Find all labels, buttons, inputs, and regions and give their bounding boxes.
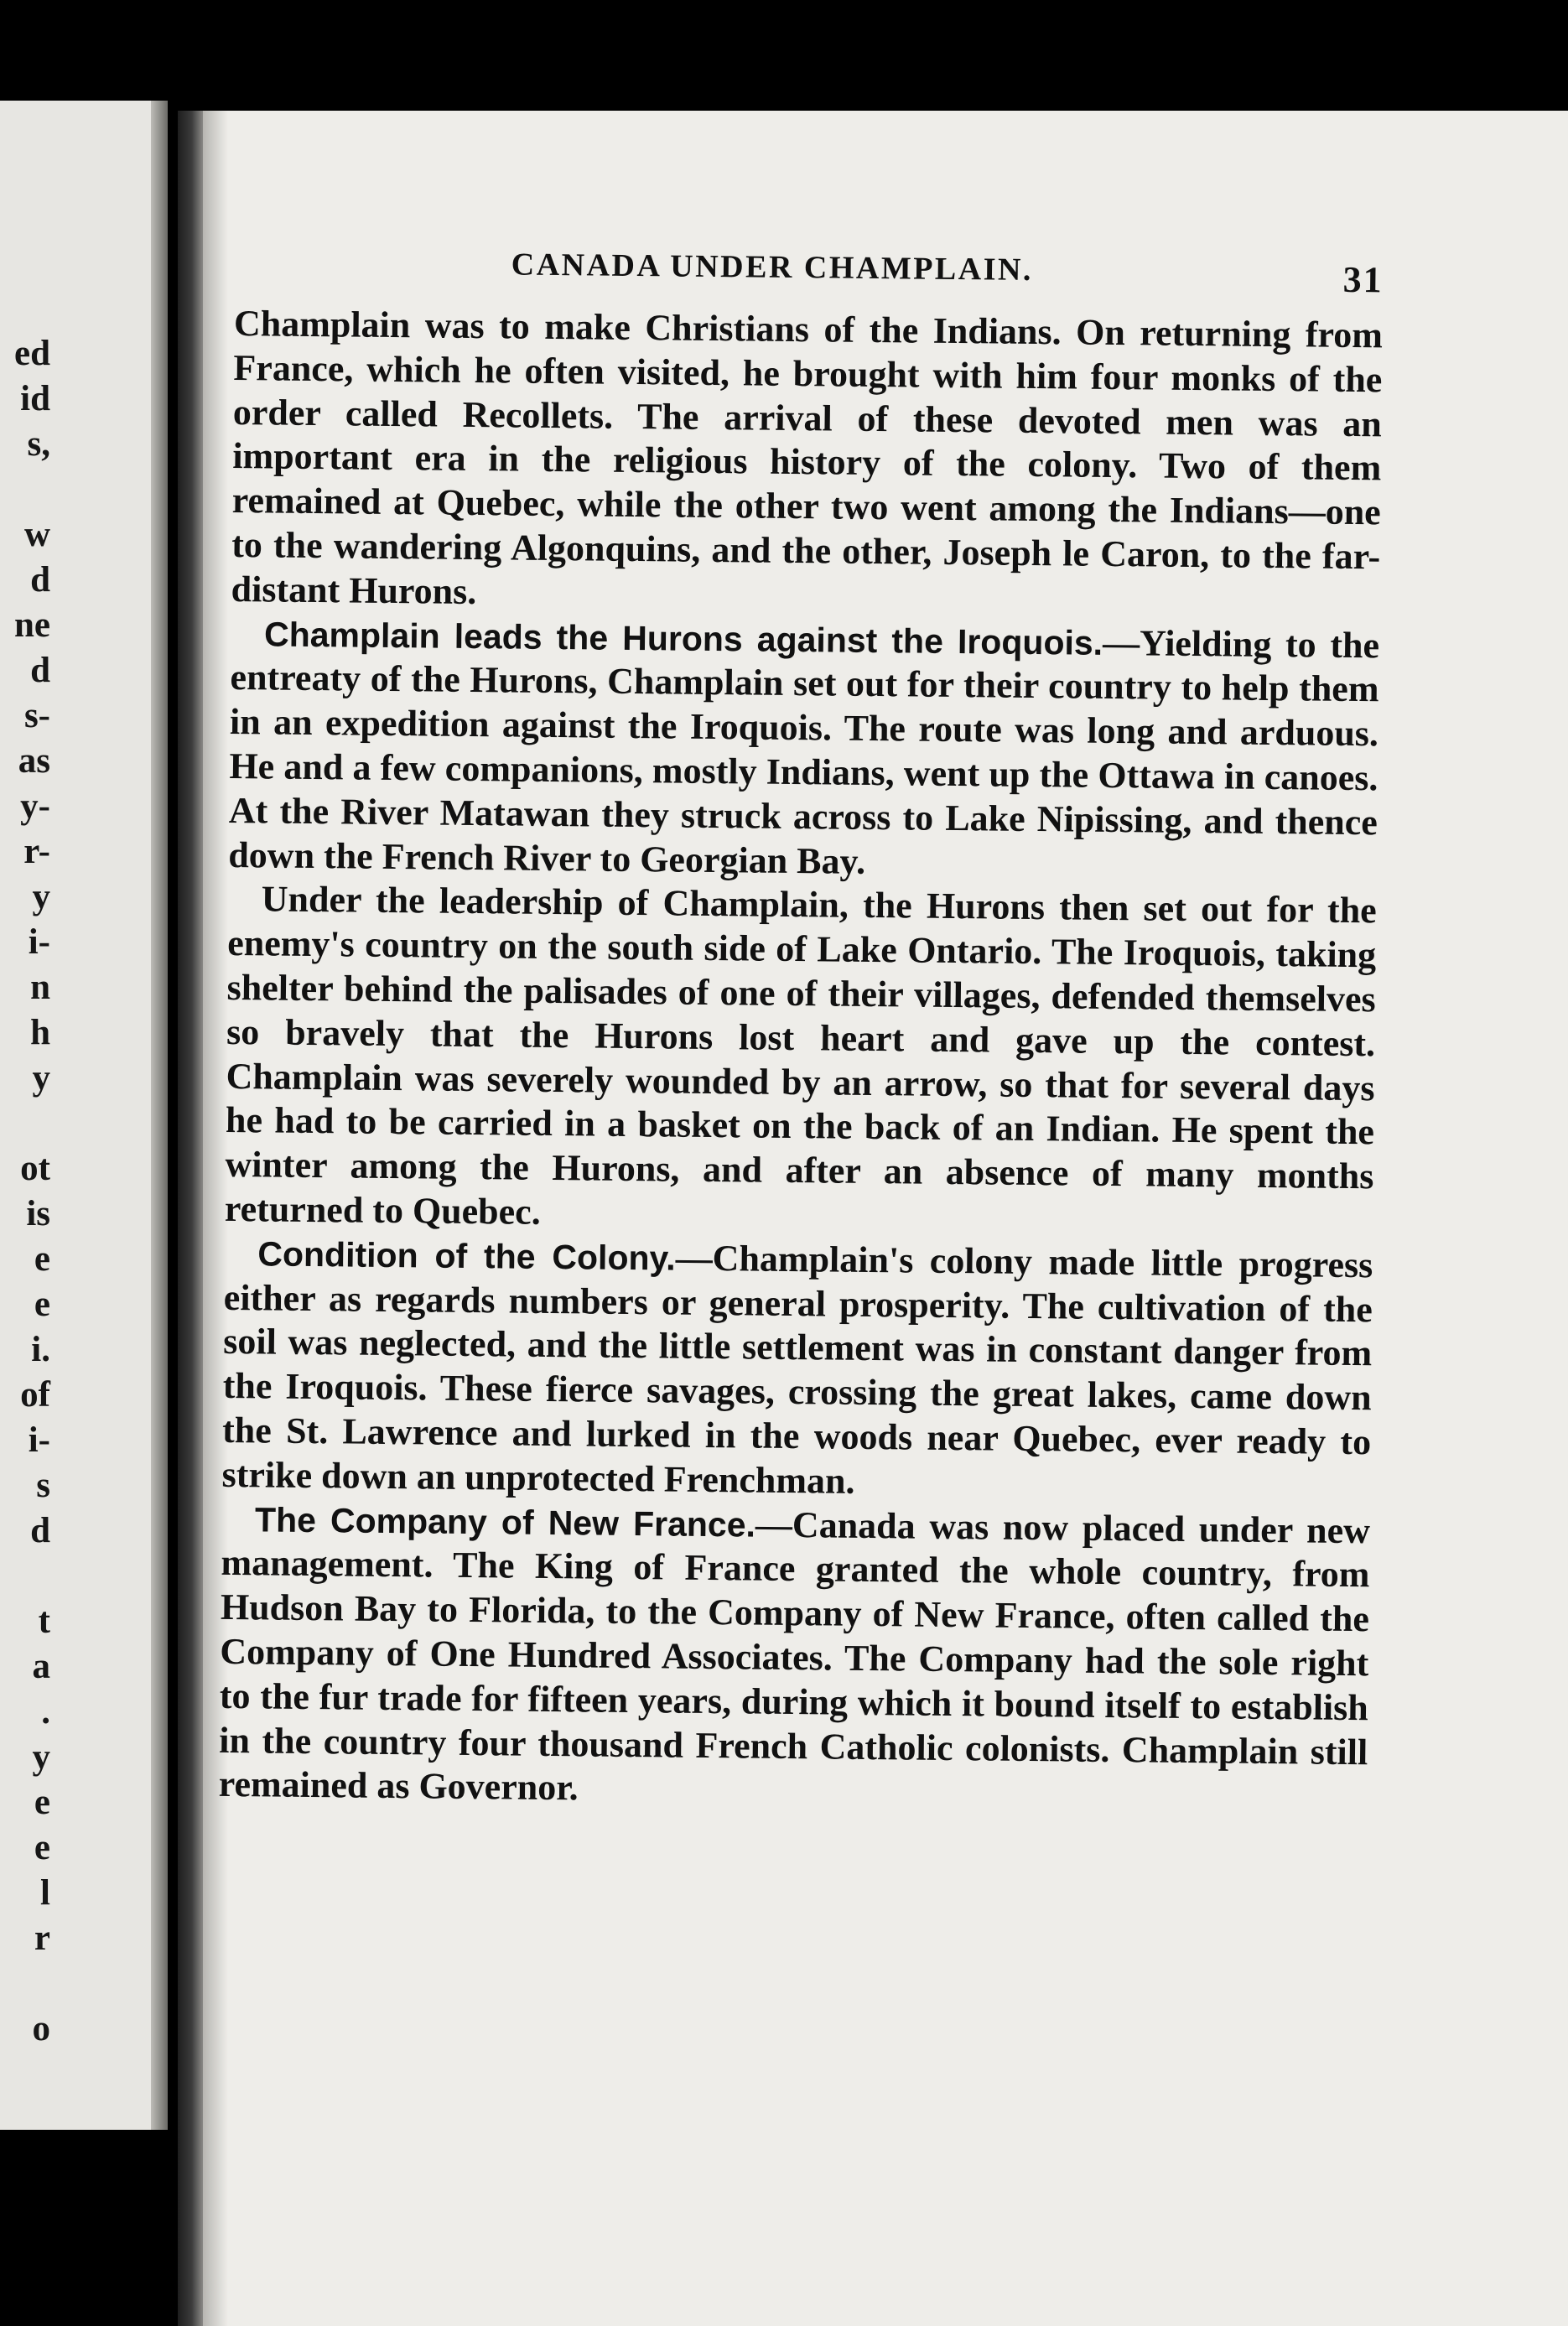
paragraph (218, 1497, 1370, 1819)
fragment: a (32, 1647, 50, 1686)
fragment: s- (23, 696, 50, 735)
fragment: is (26, 1194, 50, 1233)
fragment: ne (14, 605, 50, 645)
page-number: 31 (1342, 258, 1384, 301)
fragment: . (41, 1692, 50, 1732)
page-binding (178, 111, 203, 2326)
fragment: of (20, 1375, 50, 1415)
fragment: y (32, 1737, 50, 1777)
fragment: h (30, 1013, 50, 1052)
fragment: d (30, 1511, 50, 1550)
fragment (0, 1961, 50, 2007)
fragment: y (32, 877, 50, 916)
fragment: i. (31, 1330, 50, 1369)
fragment: e (34, 1783, 50, 1822)
fragment: r (34, 1918, 50, 1958)
fragment: i- (28, 1420, 50, 1460)
paragraph-text: —Champlain's colony made little progress either as regards numbers or general prosperity. The cultivation of the soil was neglected, and the little settlement was in constant danger from the Iroquois. These fierce savages, crossing the great lakes, came down the St. Lawrence and lurked in the woods near Quebec, ever ready to strike down an unprotected Frenchman. (221, 1237, 1373, 1502)
fragment: id (20, 379, 50, 418)
fragment: s, (27, 424, 50, 464)
section-heading: Condition of the Colony. (257, 1234, 676, 1278)
fragment: l (40, 1873, 50, 1913)
paragraph-text: Champlain was to make Christians of the Indians. On returning from France, which he often visited, he brought with him four monks of the order called Recollets. The arrival of these devoted men was an important era in the religious history of the colony. Two of them remained at Quebec, while the other two went among the Indians—one to the wandering Algonquins, and the other, Joseph le Caron, to the far-distant Hurons. (231, 302, 1384, 612)
fragment: r- (23, 832, 50, 871)
fragment: w (23, 515, 50, 554)
fragment: d (30, 560, 50, 600)
section-heading: The Company of New France. (254, 1499, 756, 1545)
paragraph (225, 877, 1377, 1243)
fragment: as (18, 741, 50, 781)
previous-page-text-fragments (0, 331, 50, 2052)
fragment: i- (28, 922, 50, 962)
fragment: ot (20, 1149, 50, 1188)
running-title: CANADA UNDER CHAMPLAIN. (511, 247, 1034, 288)
book-page (178, 111, 1568, 2326)
fragment (0, 467, 50, 512)
fragment: e (34, 1828, 50, 1867)
fragment: t (38, 1602, 50, 1641)
fragment: d (30, 651, 50, 690)
fragment: s (36, 1466, 50, 1505)
fragment: e (34, 1285, 50, 1324)
paragraph (221, 1232, 1373, 1509)
fragment (0, 1101, 50, 1146)
fragment: y (32, 1058, 50, 1098)
page-header (234, 243, 1384, 314)
fragment: o (32, 2009, 50, 2048)
paragraph (228, 612, 1379, 890)
fragment: n (30, 968, 50, 1007)
paragraph-text: —Canada was now placed under new management. The King of France granted the whole country, from Hudson Bay to Florida, to the Company of New France, often called the Company of One Hundred Associates. The Company had the sole right to the fur trade for fifteen years, during which it bound itself to establish in the country four thousand French Catholic colonists. Champlain still remained as Governor. (218, 1503, 1371, 1809)
page-body (218, 302, 1383, 1819)
section-heading: Champlain leads the Hurons against the Iroquois. (263, 614, 1103, 662)
paragraph-text: —Yielding to the entreaty of the Hurons, Champlain set out for their country to help them in an expedition against the Iroquois. The route was long and arduous. He and a few companions, mostly Indians, went up the Ottawa in canoes. At the River Matawan they struck across to Lake Nipissing, and thence down the French River to Georgian Bay. (228, 621, 1380, 882)
paragraph (231, 302, 1383, 624)
fragment: y- (20, 787, 50, 826)
previous-page-gutter (151, 101, 168, 2130)
page-text-area (218, 243, 1383, 1819)
fragment: ed (14, 334, 50, 373)
previous-page-edge (0, 101, 168, 2130)
paragraph-text: Under the leadership of Champlain, the Hurons then set out for the enemy's country on the south side of Lake Ontario. The Iroquois, taking shelter behind the palisades of one of their villages, defended themselves so bravely that the Hurons lost heart and gave up the contest. Champlain was severely wounded by an arrow, so that for several days he had to be carried in a basket on the back of an Indian. He spent the winter among the Hurons, and after an absence of many months returned to Quebec. (224, 878, 1377, 1233)
fragment (0, 1554, 50, 1599)
fragment: e (34, 1239, 50, 1279)
